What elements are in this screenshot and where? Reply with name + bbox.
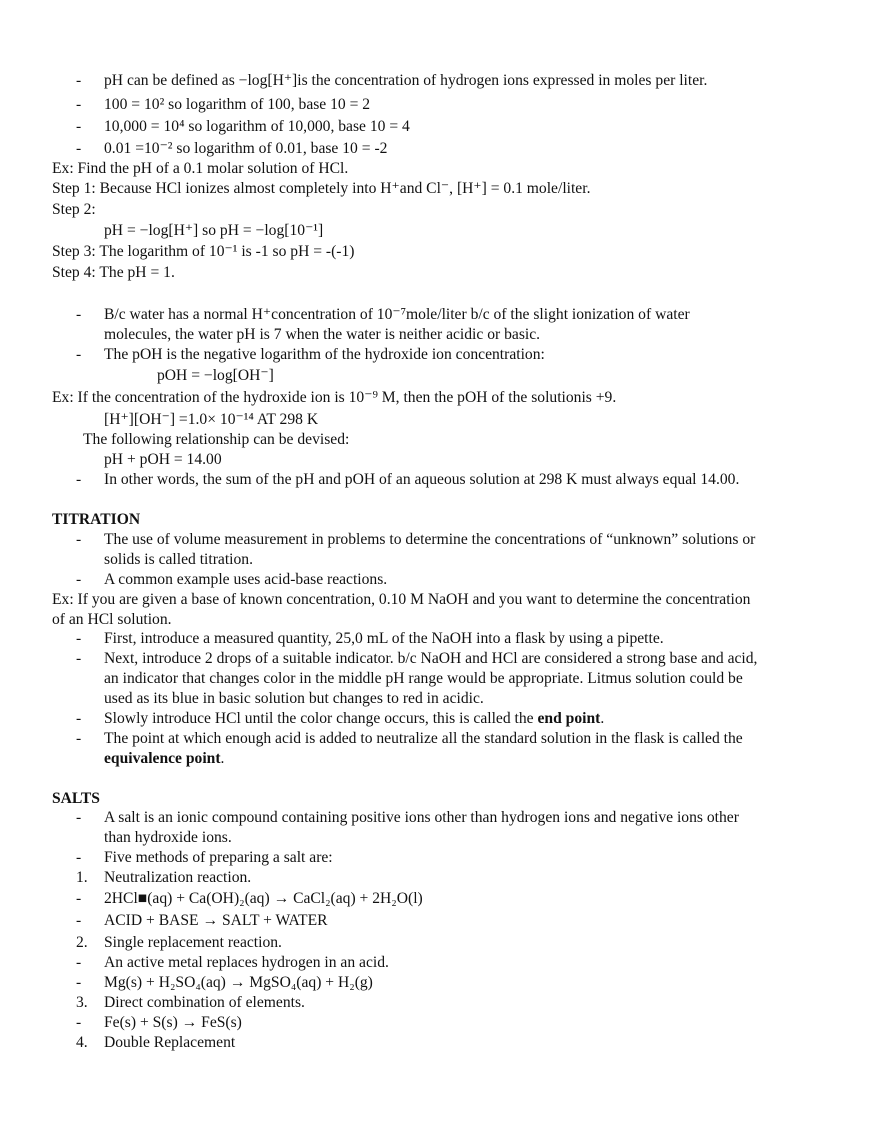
list-number: 2. (76, 934, 88, 951)
text-line: Step 3: The logarithm of 10⁻¹ is -1 so pH = -(-1) (52, 243, 355, 260)
bullet-dash: - (76, 471, 82, 488)
list-number: 3. (76, 994, 88, 1011)
bullet-dash: - (76, 72, 82, 89)
bullet-dash: - (76, 140, 82, 157)
bullet-text: Fe(s) + S(s) → FeS(s) (104, 1014, 242, 1031)
bullet-text: pH can be defined as −log[H⁺]is the concentration of hydrogen ions expressed in moles per liter. (104, 72, 708, 89)
indented-line: The following relationship can be devised: (83, 431, 350, 448)
bullet-dash: - (76, 650, 82, 667)
text-run: . (600, 710, 605, 727)
bullet-dash: - (76, 571, 82, 588)
bullet-continuation: an indicator that changes color in the middle pH range would be appropriate. Litmus solution could be (104, 670, 743, 687)
list-number: 4. (76, 1034, 88, 1051)
indented-line: [H⁺][OH⁻] =1.0× 10⁻¹⁴ AT 298 K (104, 411, 319, 428)
bullet-text: The pOH is the negative logarithm of the hydroxide ion concentration: (104, 346, 545, 363)
text-line: Step 4: The pH = 1. (52, 264, 175, 281)
bullet-dash: - (76, 1014, 82, 1031)
bullet-text (104, 709, 604, 729)
section-heading: SALTS (52, 790, 100, 807)
text-line: Step 1: Because HCl ionizes almost completely into H⁺and Cl⁻, [H⁺] = 0.1 mole/liter. (52, 180, 591, 197)
numbered-text: Neutralization reaction. (104, 869, 252, 886)
bullet-dash: - (76, 912, 82, 929)
bullet-continuation: used as its blue in basic solution but changes to red in acidic. (104, 690, 484, 707)
bullet-dash: - (76, 954, 82, 971)
bullet-dash: - (76, 346, 82, 363)
bold-term: equivalence point (104, 750, 221, 767)
bullet-text: The use of volume measurement in problems to determine the concentrations of “unknown” solutions or (104, 531, 756, 548)
text-line: Ex: Find the pH of a 0.1 molar solution of HCl. (52, 160, 349, 177)
bullet-text: The point at which enough acid is added to neutralize all the standard solution in the flask is called the (104, 730, 743, 747)
indented-line: pH = −log[H⁺] so pH = −log[10⁻¹] (104, 222, 324, 239)
text-line: Step 2: (52, 201, 96, 218)
text-line: Ex: If you are given a base of known concentration, 0.10 M NaOH and you want to determine the concentration (52, 591, 751, 608)
bullet-dash: - (76, 118, 82, 135)
bullet-text: A common example uses acid-base reactions. (104, 571, 388, 588)
bullet-text: An active metal replaces hydrogen in an acid. (104, 954, 389, 971)
bullet-text: 10,000 = 10⁴ so logarithm of 10,000, base 10 = 4 (104, 118, 410, 135)
numbered-text: Double Replacement (104, 1034, 236, 1051)
text-line: of an HCl solution. (52, 611, 172, 628)
list-number: 1. (76, 869, 88, 886)
bullet-continuation (104, 749, 224, 769)
bullet-dash: - (76, 809, 82, 826)
bullet-dash: - (76, 730, 82, 747)
text-run: . (220, 750, 225, 767)
text-run: Slowly introduce HCl until the color change occurs, this is called the (104, 710, 538, 727)
bullet-dash: - (76, 96, 82, 113)
bullet-dash: - (76, 630, 82, 647)
bullet-dash: - (76, 306, 82, 323)
bullet-dash: - (76, 710, 82, 727)
bullet-text: In other words, the sum of the pH and pOH of an aqueous solution at 298 K must always equal 14.00. (104, 471, 740, 488)
bullet-text: B/c water has a normal H⁺concentration of 10⁻⁷mole/liter b/c of the slight ionization of water (104, 306, 690, 323)
bullet-dash: - (76, 531, 82, 548)
bullet-text: Mg(s) + H₂SO₄(aq) → MgSO₄(aq) + H₂(g) (104, 974, 373, 991)
text-line: Ex: If the concentration of the hydroxide ion is 10⁻⁹ M, then the pOH of the solutionis +9. (52, 389, 617, 406)
indented-line: pH + pOH = 14.00 (104, 451, 222, 468)
numbered-text: Direct combination of elements. (104, 994, 305, 1011)
bullet-continuation: than hydroxide ions. (104, 829, 232, 846)
bullet-text: 100 = 10² so logarithm of 100, base 10 = 2 (104, 96, 371, 113)
section-heading: TITRATION (52, 511, 141, 528)
bullet-dash: - (76, 974, 82, 991)
bullet-text: A salt is an ionic compound containing positive ions other than hydrogen ions and negative ions other (104, 809, 739, 826)
indented-line: pOH = −log[OH⁻] (157, 367, 274, 384)
bullet-dash: - (76, 849, 82, 866)
bullet-text: 2HCl■(aq) + Ca(OH)₂(aq) → CaCl₂(aq) + 2H₂O(l) (104, 890, 423, 907)
bullet-text: Five methods of preparing a salt are: (104, 849, 333, 866)
bullet-text: 0.01 =10⁻² so logarithm of 0.01, base 10 = -2 (104, 140, 388, 157)
bullet-text: First, introduce a measured quantity, 25,0 mL of the NaOH into a flask by using a pipette. (104, 630, 664, 647)
bullet-text: Next, introduce 2 drops of a suitable indicator. b/c NaOH and HCl are considered a strong base and acid, (104, 650, 758, 667)
bullet-text: ACID + BASE → SALT + WATER (104, 912, 328, 929)
bullet-dash: - (76, 890, 82, 907)
bullet-continuation: solids is called titration. (104, 551, 253, 568)
numbered-text: Single replacement reaction. (104, 934, 282, 951)
bullet-continuation: molecules, the water pH is 7 when the water is neither acidic or basic. (104, 326, 541, 343)
bold-term: end point (537, 710, 601, 727)
